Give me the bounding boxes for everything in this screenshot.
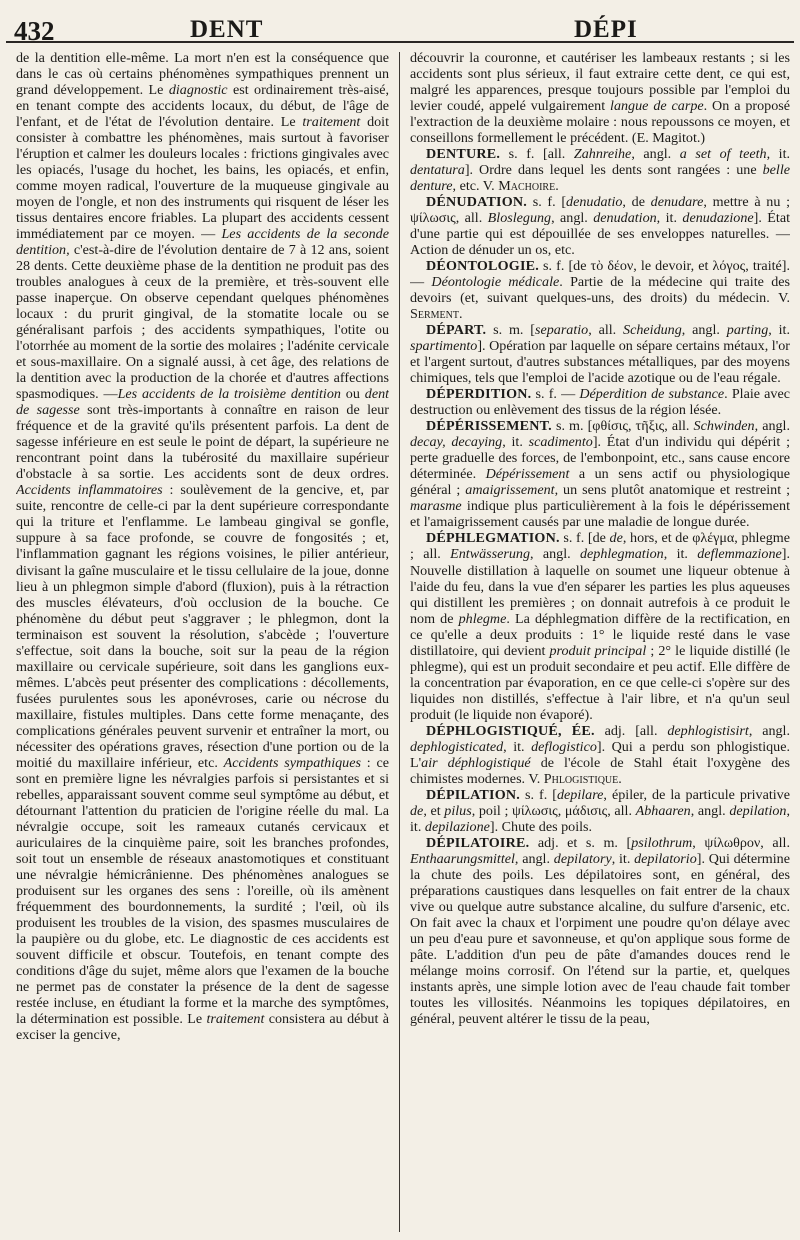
headword: DÉPÉRISSEMENT.: [426, 418, 552, 435]
entry-deperdition: DÉPERDITION. s. f. — Déperdition de substance. Plaie avec destruction ou enlèvement des tissus de la région lésée.: [410, 386, 790, 419]
entry-denudation: DÉNUDATION. s. f. [denudatio, de denudare, mettre à nu ; ψίλωσις, all. Bloslegung, angl. denudation, it. denudazione]. État d'une partie qui est dépouillée de ses enveloppes naturelles. — Action de dénuder un os, etc.: [410, 194, 790, 259]
entry-denture: DENTURE. s. f. [all. Zahnreihe, angl. a set of teeth, it. dentatura]. Ordre dans lequel les dents sont rangées : une belle denture, etc. V. Machoire.: [410, 146, 790, 195]
headword: DÉPHLEGMATION.: [426, 530, 560, 547]
headword: DÉPILATOIRE.: [426, 834, 530, 851]
entry-dephlogistique: DÉPHLOGISTIQUÉ, ÉE. adj. [all. dephlogistisirt, angl. dephlogisticated, it. deflogistico]. Qui a perdu son phlogistique. L'air déphlogistiqué de l'école de Stahl était l'oxygène des chimistes modernes. V. Phlogistique.: [410, 722, 790, 787]
entry-dephlegmation: DÉPHLEGMATION. s. f. [de de, hors, et de φλέγμα, phlegme ; all. Entwässerung, angl. dephlegmation, it. deflemmazione]. Nouvelle distillation à laquelle on soumet une liqueur obtenue à l'aide du feu, dans la vue d'en séparer les parties les plus aqueuses qui distillent les premières ; on donnait autrefois à ce produit le nom de phlegme. La déphlegmation diffère de la rectification, en ce qu'elle a deux produits : 1° le liquide resté dans le vase distillatoire, qui devient produit principal ; 2° le liquide distillé (le phlegme), qui est un produit secondaire et peu actif. Elle diffère de la concentration par évaporation, en ce que celle-ci s'opère sur des liquides non distillés, s'effectue à l'air libre, et n'a qu'un seul produit (le liquide non évaporé).: [410, 530, 790, 723]
headword: DENTURE.: [426, 146, 501, 163]
entry-deontologie: DÉONTOLOGIE. s. f. [de τὸ δέον, le devoir, et λόγος, traité]. — Déontologie médicale. Partie de la médecine qui traite des devoirs (et, suivant quelques-uns, des droits) du médecin. V. Serment.: [410, 258, 790, 323]
headword: DÉPART.: [426, 322, 487, 339]
entry-depilatoire: DÉPILATOIRE. adj. et s. m. [psilothrum, ψίλωθρον, all. Enthaarungsmittel, angl. depilatory, it. depilatorio]. Qui détermine la chute des poils. Les dépilatoires sont, en général, des préparations caustiques dans lesquelles on fait entrer de la chaux vive ou quelque autre substance alcaline, du sulfure d'arsenic, etc. On fait avec la chaux et l'orpiment une poudre qu'on délaye avec un peu d'eau pure et savonneuse, et qu'on applique sous forme de pâte. L'addition d'un peu de pâte d'amandes douces rend le mélange moins corrosif. On l'étend sur la partie, et, quelques instants après, une simple lotion avec de l'eau chaude fait tomber toutes les villosités. Néanmoins les topiques dépilatoires, en général, peuvent altérer le tissu de la peau,: [410, 834, 790, 1027]
headword: DÉONTOLOGIE.: [426, 258, 539, 275]
running-head-right: DÉPI: [574, 16, 638, 43]
running-head-left: DENT: [190, 16, 264, 43]
entry-deperissement: DÉPÉRISSEMENT. s. m. [φθίσις, τῆξις, all. Schwinden, angl. decay, decaying, it. scadimento]. État d'un individu qui dépérit ; perte graduelle des forces, de l'embonpoint, etc., sans cause encore déterminée. Dépérissement a un sens actif ou physiologique général ; amaigrissement, un sens plutôt anatomique et restreint ; marasme indique plus particulièrement à la fois le dépérissement et l'amaigrissement causés par une maladie de longue durée.: [410, 418, 790, 531]
headword: DÉPERDITION.: [426, 386, 532, 403]
headword: DÉPILATION.: [426, 786, 520, 803]
entry-depart: DÉPART. s. m. [separatio, all. Scheidung, angl. parting, it. spartimento]. Opération par laquelle on sépare certains métaux, l'or et l'argent surtout, d'autres substances métalliques, par des moyens chimiques, tels que l'emploi de l'acide azotique ou de l'eau régale.: [410, 322, 790, 387]
right-column: [410, 50, 790, 1232]
entry-dentition-continued: de la dentition elle-même. La mort n'en est la conséquence que dans le cas où certains phénomènes sympathiques prennent un grand développement. Le diagnostic est ordinairement très-aisé, en tenant compte des accidents locaux, du début, de l'âge de l'enfant, et de l'état de l'évolution dentaire. Le traitement doit consister à combattre les phénomènes, mais surtout à favoriser l'éruption et calmer les douleurs locales : frictions gingivales avec les opiacés, l'usage du hochet, les bains, les opiacés, et enfin, comme moyen radical, l'ouverture de la muqueuse gingivale au moyen de l'ongle, et non des instruments qui risquent de léser les tissus dentaires encore friables. La plupart des accidents cessent immédiatement par ce moyen. — Les accidents de la seconde dentition, c'est-à-dire de l'évolution dentaire de 7 à 12 ans, soient 28 dents. Cette deuxième phase de la dentition ne produit pas des troubles analogues à ceux de la première, et très-souvent elle passe inaperçue. On observe cependant quelques phénomènes locaux : du prurit gingival, de la stomatite locale ou se généralisant parfois ; des accidents sympathiques, l'otite ou l'otorrhée au moment de la sortie des molaires ; l'adénite cervicale et sous-maxillaire. On a signalé aussi, à cet âge, des relations de la dentition avec la production de la chorée et d'autres affections spasmodiques. —Les accidents de la troisième dentition ou dent de sagesse sont très-importants à connaître en raison de leur fréquence et de la gravité qu'ils présentent parfois. La dent de sagesse inférieure en est seule le point de départ, la supérieure ne rencontrant point dans la tubérosité du maxillaire supérieur d'obstacle à sa sortie. Les accidents sont de deux ordres. Accidents inflammatoires : soulèvement de la gencive, et, par suite, rencontre de celle-ci par la dent supérieure correspondante qui la triture et l'enflamme. Le lambeau gingival se gonfle, suppure à sa face profonde, se couvre de fongosités ; et, l'inflammation gagnant les régions voisines, le pilier antérieur, divisant la gaîne musculaire et le tissu cellulaire de la joue, donne lieu à un phlegmon simple d'abord (fluxion), puis à la rétraction des muscles élévateurs, d'où occlusion de la bouche. Ce phénomène du début peut s'aggraver ; le phlegmon, dont la terminaison est souvent la résolution, s'abcède ; l'ouverture s'effectue, soit dans la bouche, soit sur la peau de la région maxillaire ou cervicale supérieure, soit dans les ganglions eux-mêmes. L'abcès peut présenter des complications : décollements, fusées purulentes sous les aponévroses, carie ou nécrose du maxillaire, fistules multiples. Dans cette forme menaçante, des complications générales peuvent survenir et entraîner la mort, ou nécessiter des opérations graves, résection d'une portion ou de la moitié du maxillaire inférieur, etc. Accidents sympathiques : ce sont en première ligne les névralgies parfois si persistantes et si rebelles, apparaissant souvent comme seul symptôme au début, et détournant l'attention du praticien de l'origine réelle du mal. La névralgie occupe, soit les rameaux cutanés cervicaux et auriculaires de la cinquième paire, soit les branches profondes, soit tout un ensemble de réseaux anastomotiques et constituant une névralgie hémicrânienne. Des phénomènes analogues se produisent sur les organes des sens : l'oreille, où ils amènent fréquemment des bourdonnements, la surdité ; l'œil, où ils produisent les troubles de la vision, des spasmes musculaires de la paupière ou du globe, etc. Le diagnostic de ces accidents est souvent difficile et obscur. Toutefois, en tenant compte des conditions d'âge du sujet, même alors que l'examen de la bouche ne permet pas de constater la présence de la dent de sagesse restée incluse, en étudiant la forme et la marche des symptômes, la détermination est possible. Le traitement consistera au début à exciser la gencive,: [16, 50, 389, 1043]
entry-dentition-end: découvrir la couronne, et cautériser les lambeaux restants ; si les accidents sont plus sérieux, il faut extraire cette dent, ce qui est, malgré les apparences, presque toujours possible par l'emploi du levier coudé, appelé vulgairement langue de carpe. On a proposé l'extraction de la deuxième molaire : nous repoussons ce moyen, et conseillons formellement le précédent. (E. Magitot.): [410, 50, 790, 147]
column-divider: [399, 52, 400, 1232]
page-number: 432: [14, 16, 55, 46]
header-rule: [6, 41, 794, 43]
headword: DÉNUDATION.: [426, 194, 527, 211]
entry-depilation: DÉPILATION. s. f. [depilare, épiler, de la particule privative de, et pilus, poil ; ψίλωσις, μάδισις, all. Abhaaren, angl. depilation, it. depilazione]. Chute des poils.: [410, 786, 790, 835]
headword: DÉPHLOGISTIQUÉ, ÉE.: [426, 722, 595, 739]
left-column: [16, 50, 389, 1232]
